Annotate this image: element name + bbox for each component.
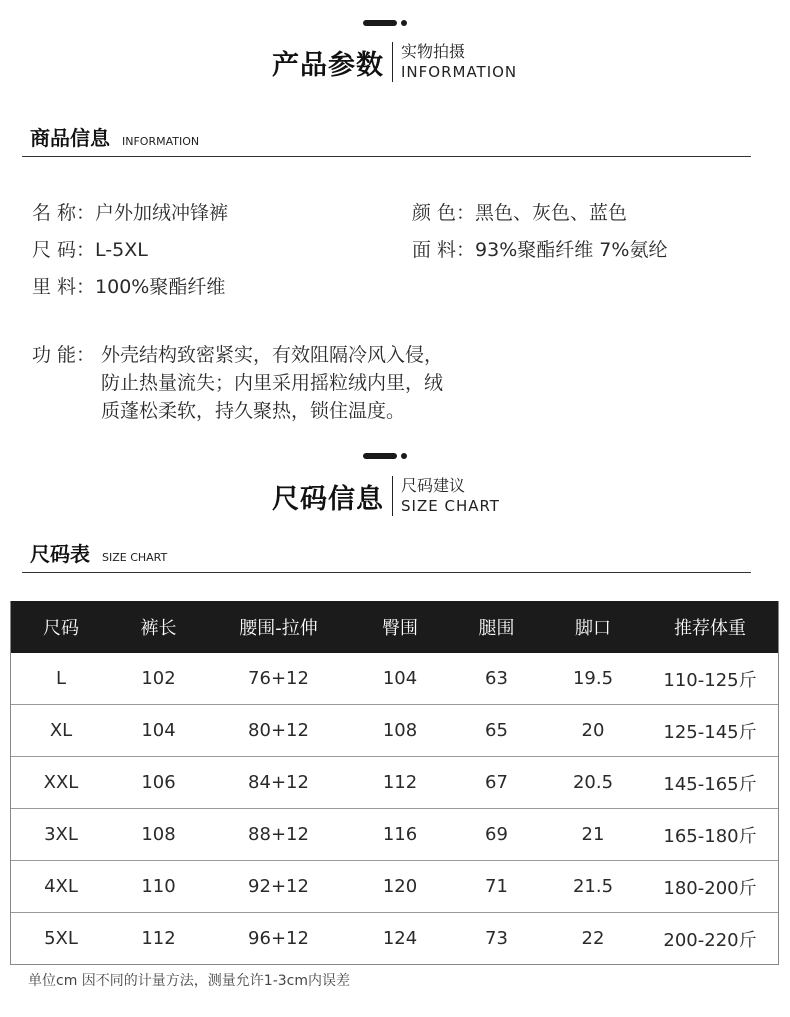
table-cell: 124 (351, 913, 449, 965)
info-function-line2: 防止热量流失；内里采用摇粒绒内里，绒 (101, 372, 444, 394)
size-table-header-row (11, 601, 778, 653)
info-color: 颜 色：黑色、灰色、蓝色 (412, 202, 628, 224)
size-table-header-cell: 裤长 (111, 601, 206, 653)
table-cell: 21.5 (544, 861, 642, 913)
table-row (11, 757, 778, 809)
table-cell: 67 (449, 757, 544, 809)
header-separator (392, 42, 393, 82)
product-params-header (272, 42, 517, 82)
table-cell: 19.5 (572, 668, 614, 689)
goods-info-title: 商品信息 (30, 126, 110, 150)
info-name: 名 称：户外加绒冲锋裤 (32, 202, 229, 224)
product-params-title: 产品参数 (272, 49, 384, 81)
goods-info-rule (22, 156, 751, 157)
table-cell: XXL (11, 757, 111, 809)
size-table-container (10, 601, 779, 965)
divider-dot (401, 453, 407, 459)
table-cell: 63 (485, 668, 508, 689)
table-cell: 71 (449, 861, 544, 913)
table-cell: 92+12 (206, 861, 351, 913)
table-row (11, 653, 778, 705)
table-cell: 120 (351, 861, 449, 913)
goods-info-title-en: INFORMATION (122, 135, 200, 148)
table-cell: 104 (111, 705, 206, 757)
table-cell: 116 (351, 809, 449, 861)
table-row (11, 861, 778, 913)
table-cell: 96+12 (206, 913, 351, 965)
table-cell: L (55, 668, 67, 689)
table-cell: 110-125斤 (663, 669, 757, 691)
table-cell: 108 (351, 705, 449, 757)
table-cell: 76+12 (248, 668, 309, 689)
table-row (11, 705, 778, 757)
divider-bar (363, 453, 397, 459)
size-info-subtitle-cn: 尺码建议 (401, 476, 466, 495)
table-cell: 125-145斤 (642, 705, 778, 757)
size-chart-rule (22, 572, 751, 573)
size-table-header-cell: 腿围 (449, 601, 544, 653)
size-info-title: 尺码信息 (272, 483, 384, 515)
table-cell: 21 (544, 809, 642, 861)
product-params-subtitle-cn: 实物拍摄 (401, 42, 466, 61)
table-cell: 165-180斤 (642, 809, 778, 861)
table-cell: 200-220斤 (642, 913, 778, 965)
table-cell: XL (11, 705, 111, 757)
info-fabric: 面 料：93%聚酯纤维 7%氨纶 (412, 239, 668, 261)
table-cell: 110 (111, 861, 206, 913)
table-row (11, 809, 778, 861)
size-info-subtitle-en: SIZE CHART (401, 497, 500, 515)
size-table-body (11, 653, 778, 964)
table-cell: 104 (382, 668, 418, 689)
info-lining: 里 料：100%聚酯纤维 (32, 276, 226, 298)
table-cell: 180-200斤 (642, 861, 778, 913)
table-cell: 112 (351, 757, 449, 809)
table-cell: 22 (544, 913, 642, 965)
size-table-header-cell: 臀围 (351, 601, 449, 653)
section-divider-decoration (363, 453, 407, 459)
table-cell: 84+12 (206, 757, 351, 809)
table-row (11, 913, 778, 965)
goods-info-heading (30, 122, 199, 151)
table-cell: 65 (449, 705, 544, 757)
size-info-header (272, 476, 500, 516)
info-function-label: 功 能： (32, 344, 96, 366)
info-function-line3: 质蓬松柔软，持久聚热，锁住温度。 (101, 400, 406, 422)
table-cell: 145-165斤 (642, 757, 778, 809)
table-cell: 88+12 (206, 809, 351, 861)
section-divider-decoration (363, 20, 407, 26)
table-cell: 102 (141, 668, 176, 689)
table-cell: 112 (111, 913, 206, 965)
table-cell: 108 (111, 809, 206, 861)
size-table-header-cell: 尺码 (11, 601, 111, 653)
table-cell: 20 (544, 705, 642, 757)
size-table-header-cell: 腰围-拉伸 (206, 601, 351, 653)
size-table (11, 601, 778, 964)
size-table-header-cell: 推荐体重 (642, 601, 778, 653)
size-chart-title-en: SIZE CHART (102, 551, 168, 564)
table-cell: 106 (111, 757, 206, 809)
info-function-line1: 外壳结构致密紧实，有效阻隔冷风入侵， (101, 344, 444, 366)
table-cell: 80+12 (206, 705, 351, 757)
size-chart-title: 尺码表 (30, 542, 90, 566)
header-separator (392, 476, 393, 516)
size-footnote: 单位cm 因不同的计量方法，测量允许1-3cm内误差 (28, 973, 350, 989)
size-chart-heading (30, 538, 167, 567)
divider-dot (401, 20, 407, 26)
table-cell: 5XL (11, 913, 111, 965)
table-cell: 20.5 (544, 757, 642, 809)
product-params-subtitle-en: INFORMATION (401, 63, 518, 81)
info-size: 尺 码：L-5XL (32, 239, 148, 261)
table-cell: 73 (449, 913, 544, 965)
divider-bar (363, 20, 397, 26)
size-table-header-cell: 脚口 (544, 601, 642, 653)
table-cell: 4XL (11, 861, 111, 913)
table-cell: 3XL (11, 809, 111, 861)
table-cell: 69 (449, 809, 544, 861)
